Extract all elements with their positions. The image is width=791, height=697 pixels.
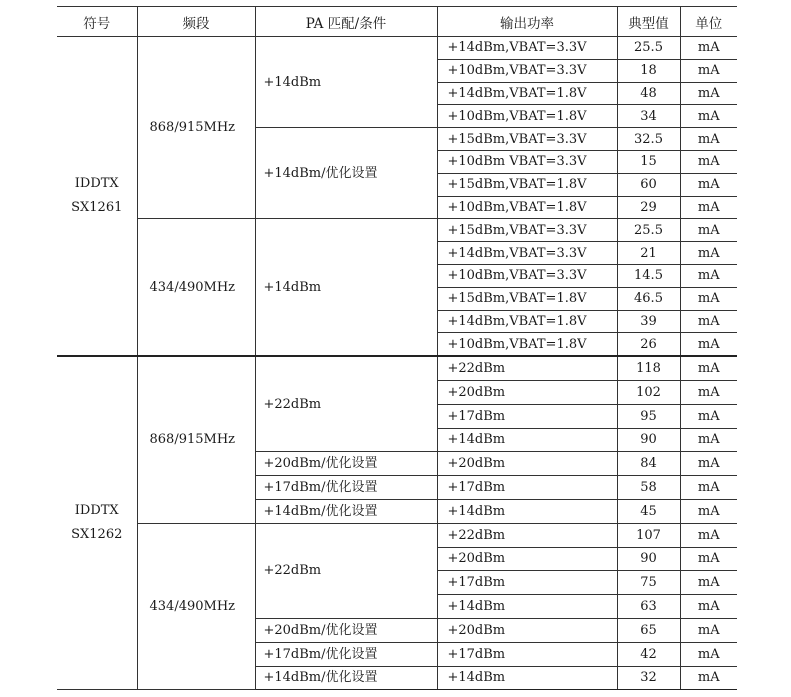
output-power-cell: +10dBm,VBAT=1.8V: [437, 196, 617, 219]
header-unit: 单位: [680, 7, 737, 37]
typical-value-cell: 48: [617, 82, 680, 105]
table-row: [57, 37, 737, 60]
output-power-cell: +15dBm,VBAT=3.3V: [437, 128, 617, 151]
unit-cell: mA: [680, 310, 737, 333]
table-row: [57, 356, 737, 380]
pa-condition-cell: +17dBm/优化设置: [255, 642, 437, 666]
typical-value-cell: 26: [617, 333, 680, 356]
pa-condition-cell: +22dBm: [255, 523, 437, 618]
pa-condition-cell: +14dBm: [255, 37, 437, 128]
pa-condition-cell: +14dBm/优化设置: [255, 128, 437, 219]
unit-cell: mA: [680, 642, 737, 666]
header-pa-condition: PA 匹配/条件: [255, 7, 437, 37]
pa-condition-cell: +14dBm: [255, 219, 437, 356]
output-power-cell: +14dBm,VBAT=1.8V: [437, 310, 617, 333]
header-typical: 典型值: [617, 7, 680, 37]
output-power-cell: +20dBm: [437, 452, 617, 476]
output-power-cell: +17dBm: [437, 404, 617, 428]
output-power-cell: +17dBm: [437, 642, 617, 666]
typical-value-cell: 15: [617, 150, 680, 173]
output-power-cell: +10dBm,VBAT=3.3V: [437, 59, 617, 82]
output-power-cell: +14dBm,VBAT=1.8V: [437, 82, 617, 105]
output-power-cell: +14dBm: [437, 499, 617, 523]
unit-cell: mA: [680, 150, 737, 173]
typical-value-cell: 42: [617, 642, 680, 666]
output-power-cell: +20dBm: [437, 380, 617, 404]
symbol-line: IDDTX: [74, 176, 119, 192]
output-power-cell: +17dBm: [437, 476, 617, 500]
typical-value-cell: 34: [617, 105, 680, 128]
typical-value-cell: 29: [617, 196, 680, 219]
symbol-line: IDDTX: [74, 503, 119, 519]
symbol-cell: [57, 37, 137, 357]
output-power-cell: +14dBm: [437, 595, 617, 619]
typical-value-cell: 95: [617, 404, 680, 428]
header-symbol: 符号: [57, 7, 137, 37]
pa-condition-cell: +20dBm/优化设置: [255, 618, 437, 642]
band-cell: 868/915MHz: [137, 37, 255, 219]
table-header-row: [57, 7, 737, 37]
unit-cell: mA: [680, 476, 737, 500]
band-cell: 868/915MHz: [137, 356, 255, 523]
output-power-cell: +15dBm,VBAT=1.8V: [437, 173, 617, 196]
typical-value-cell: 63: [617, 595, 680, 619]
unit-cell: mA: [680, 264, 737, 287]
pa-condition-cell: +22dBm: [255, 356, 437, 452]
unit-cell: mA: [680, 287, 737, 310]
unit-cell: mA: [680, 380, 737, 404]
symbol-line: SX1262: [71, 527, 123, 543]
output-power-cell: +14dBm: [437, 428, 617, 452]
typical-value-cell: 21: [617, 242, 680, 265]
pa-condition-cell: +14dBm/优化设置: [255, 666, 437, 690]
unit-cell: mA: [680, 242, 737, 265]
typical-value-cell: 102: [617, 380, 680, 404]
typical-value-cell: 25.5: [617, 219, 680, 242]
symbol-line: SX1261: [71, 200, 123, 216]
unit-cell: mA: [680, 356, 737, 380]
symbol-cell: [57, 356, 137, 690]
typical-value-cell: 90: [617, 428, 680, 452]
output-power-cell: +20dBm: [437, 618, 617, 642]
output-power-cell: +10dBm,VBAT=3.3V: [437, 264, 617, 287]
output-power-cell: +15dBm,VBAT=1.8V: [437, 287, 617, 310]
output-power-cell: +22dBm: [437, 523, 617, 547]
typical-value-cell: 46.5: [617, 287, 680, 310]
output-power-cell: +10dBm VBAT=3.3V: [437, 150, 617, 173]
typical-value-cell: 75: [617, 571, 680, 595]
unit-cell: mA: [680, 618, 737, 642]
typical-value-cell: 39: [617, 310, 680, 333]
unit-cell: mA: [680, 547, 737, 571]
unit-cell: mA: [680, 666, 737, 690]
typical-value-cell: 107: [617, 523, 680, 547]
unit-cell: mA: [680, 128, 737, 151]
unit-cell: mA: [680, 523, 737, 547]
output-power-cell: +10dBm,VBAT=1.8V: [437, 333, 617, 356]
band-cell: 434/490MHz: [137, 523, 255, 690]
unit-cell: mA: [680, 333, 737, 356]
unit-cell: mA: [680, 219, 737, 242]
header-output-power: 输出功率: [437, 7, 617, 37]
pa-condition-cell: +20dBm/优化设置: [255, 452, 437, 476]
unit-cell: mA: [680, 105, 737, 128]
table-body: [57, 37, 737, 690]
typical-value-cell: 32: [617, 666, 680, 690]
output-power-cell: +20dBm: [437, 547, 617, 571]
output-power-cell: +22dBm: [437, 356, 617, 380]
typical-value-cell: 14.5: [617, 264, 680, 287]
current-consumption-table: [57, 6, 737, 690]
output-power-cell: +14dBm: [437, 666, 617, 690]
band-cell: 434/490MHz: [137, 219, 255, 356]
output-power-cell: +15dBm,VBAT=3.3V: [437, 219, 617, 242]
output-power-cell: +17dBm: [437, 571, 617, 595]
typical-value-cell: 25.5: [617, 37, 680, 60]
typical-value-cell: 84: [617, 452, 680, 476]
unit-cell: mA: [680, 595, 737, 619]
output-power-cell: +14dBm,VBAT=3.3V: [437, 37, 617, 60]
unit-cell: mA: [680, 428, 737, 452]
typical-value-cell: 58: [617, 476, 680, 500]
typical-value-cell: 90: [617, 547, 680, 571]
unit-cell: mA: [680, 404, 737, 428]
unit-cell: mA: [680, 37, 737, 60]
unit-cell: mA: [680, 82, 737, 105]
unit-cell: mA: [680, 571, 737, 595]
unit-cell: mA: [680, 59, 737, 82]
unit-cell: mA: [680, 499, 737, 523]
typical-value-cell: 18: [617, 59, 680, 82]
unit-cell: mA: [680, 196, 737, 219]
typical-value-cell: 118: [617, 356, 680, 380]
typical-value-cell: 60: [617, 173, 680, 196]
typical-value-cell: 32.5: [617, 128, 680, 151]
output-power-cell: +10dBm,VBAT=1.8V: [437, 105, 617, 128]
header-band: 频段: [137, 7, 255, 37]
typical-value-cell: 65: [617, 618, 680, 642]
table-row: [57, 219, 737, 242]
output-power-cell: +14dBm,VBAT=3.3V: [437, 242, 617, 265]
unit-cell: mA: [680, 173, 737, 196]
pa-condition-cell: +17dBm/优化设置: [255, 476, 437, 500]
typical-value-cell: 45: [617, 499, 680, 523]
unit-cell: mA: [680, 452, 737, 476]
pa-condition-cell: +14dBm/优化设置: [255, 499, 437, 523]
table-row: [57, 523, 737, 547]
